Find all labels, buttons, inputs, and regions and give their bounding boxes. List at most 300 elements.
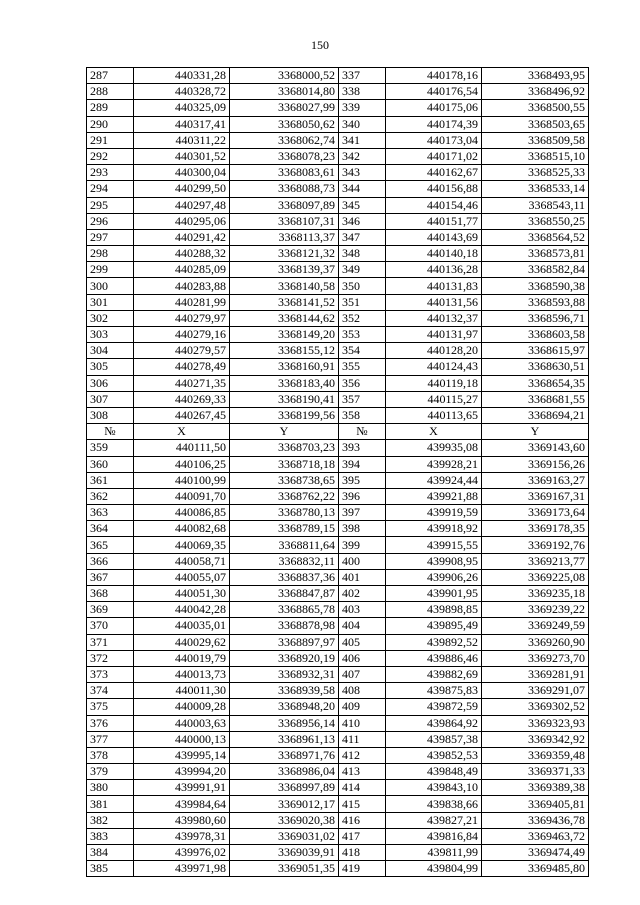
x-coordinate-right: 440151,77 [386, 213, 482, 229]
table-row [87, 861, 589, 877]
y-coordinate-right: 3368543,11 [482, 197, 589, 213]
y-coordinate-left: 3368920,19 [230, 650, 339, 666]
x-coordinate-right: 439895,49 [386, 618, 482, 634]
point-number-left: 364 [87, 521, 134, 537]
point-number-left: 359 [87, 440, 134, 456]
coordinates-header [87, 424, 589, 440]
point-number-right: 418 [339, 845, 386, 861]
point-number-left: 368 [87, 586, 134, 602]
y-coordinate-left: 3368199,56 [230, 407, 339, 423]
y-coordinate-right: 3368630,51 [482, 359, 589, 375]
point-number-left: 297 [87, 229, 134, 245]
x-coordinate-left: 440297,48 [134, 197, 230, 213]
point-number-right: 401 [339, 569, 386, 585]
x-coordinate-right: 439804,99 [386, 861, 482, 877]
point-number-right: 345 [339, 197, 386, 213]
x-coordinate-right: 440131,97 [386, 327, 482, 343]
y-coordinate-left: 3369012,17 [230, 796, 339, 812]
point-number-left: 371 [87, 634, 134, 650]
point-number-right: 343 [339, 165, 386, 181]
point-number-right: 344 [339, 181, 386, 197]
point-number-left: 369 [87, 602, 134, 618]
point-number-left: 305 [87, 359, 134, 375]
x-coordinate-right: 439838,66 [386, 796, 482, 812]
point-number-left: 378 [87, 747, 134, 763]
y-coordinate-left: 3368160,91 [230, 359, 339, 375]
y-coordinate-left: 3368703,23 [230, 440, 339, 456]
x-coordinate-right: 439848,49 [386, 764, 482, 780]
point-number-right: 397 [339, 505, 386, 521]
point-number-right: 408 [339, 683, 386, 699]
y-coordinate-right: 3369474,49 [482, 845, 589, 861]
table-row [87, 845, 589, 861]
table-row [87, 359, 589, 375]
table-row [87, 586, 589, 602]
y-coordinate-left: 3369020,38 [230, 812, 339, 828]
y-coordinate-right: 3369342,92 [482, 731, 589, 747]
y-coordinate-left: 3368961,13 [230, 731, 339, 747]
point-number-right: 394 [339, 456, 386, 472]
x-coordinate-right: 439811,99 [386, 845, 482, 861]
x-coordinate-left: 439980,60 [134, 812, 230, 828]
y-coordinate-right: 3369213,77 [482, 553, 589, 569]
table-row [87, 278, 589, 294]
y-coordinate-left: 3368155,12 [230, 343, 339, 359]
y-coordinate-right: 3369371,33 [482, 764, 589, 780]
point-number-left: 292 [87, 148, 134, 164]
y-coordinate-left: 3368190,41 [230, 391, 339, 407]
x-coordinate-left: 440055,07 [134, 569, 230, 585]
point-number-right: 396 [339, 488, 386, 504]
x-coordinate-right: 439924,44 [386, 472, 482, 488]
y-coordinate-left: 3368027,99 [230, 100, 339, 116]
x-coordinate-right: 440124,43 [386, 359, 482, 375]
x-coordinate-left: 440295,06 [134, 213, 230, 229]
y-coordinate-left: 3368088,73 [230, 181, 339, 197]
x-coordinate-right: 439919,59 [386, 505, 482, 521]
table-row [87, 650, 589, 666]
y-coordinate-right: 3368593,88 [482, 294, 589, 310]
y-coordinate-left: 3368956,14 [230, 715, 339, 731]
table-row [87, 84, 589, 100]
y-coordinate-right: 3369291,07 [482, 683, 589, 699]
x-coordinate-left: 440003,63 [134, 715, 230, 731]
x-coordinate-right: 439843,10 [386, 780, 482, 796]
y-coordinate-left: 3368789,15 [230, 521, 339, 537]
point-number-left: 298 [87, 246, 134, 262]
point-number-right: 339 [339, 100, 386, 116]
table-row [87, 715, 589, 731]
y-coordinate-left: 3368144,62 [230, 310, 339, 326]
point-number-left: 363 [87, 505, 134, 521]
y-coordinate-left: 3368050,62 [230, 116, 339, 132]
x-coordinate-left: 440058,71 [134, 553, 230, 569]
point-number-left: 374 [87, 683, 134, 699]
point-number-right: 398 [339, 521, 386, 537]
y-coordinate-left: 3368113,37 [230, 229, 339, 245]
x-coordinate-right: 439816,84 [386, 828, 482, 844]
y-coordinate-right: 3368515,10 [482, 148, 589, 164]
y-coordinate-right: 3369156,26 [482, 456, 589, 472]
table-row [87, 246, 589, 262]
y-coordinate-left: 3368897,97 [230, 634, 339, 650]
table-row [87, 440, 589, 456]
y-coordinate-right: 3369235,18 [482, 586, 589, 602]
x-coordinate-right: 440171,02 [386, 148, 482, 164]
x-coordinate-right: 440115,27 [386, 391, 482, 407]
y-coordinate-left: 3368762,22 [230, 488, 339, 504]
x-coordinate-left: 440283,88 [134, 278, 230, 294]
point-number-left: 294 [87, 181, 134, 197]
table-row [87, 165, 589, 181]
x-coordinate-right: 439921,88 [386, 488, 482, 504]
y-coordinate-left: 3368140,58 [230, 278, 339, 294]
x-coordinate-left: 440301,52 [134, 148, 230, 164]
table-row [87, 521, 589, 537]
point-number-right: 407 [339, 666, 386, 682]
y-coordinate-right: 3368496,92 [482, 84, 589, 100]
point-number-right: 395 [339, 472, 386, 488]
y-coordinate-left: 3368097,89 [230, 197, 339, 213]
x-coordinate-left: 440100,99 [134, 472, 230, 488]
x-coordinate-right: 440156,88 [386, 181, 482, 197]
table-row [87, 812, 589, 828]
table-row [87, 100, 589, 116]
point-number-right: 405 [339, 634, 386, 650]
table-row [87, 796, 589, 812]
y-coordinate-right: 3369173,64 [482, 505, 589, 521]
x-coordinate-left: 440009,28 [134, 699, 230, 715]
point-number-right: 400 [339, 553, 386, 569]
table-row [87, 213, 589, 229]
y-coordinate-right: 3369239,22 [482, 602, 589, 618]
y-coordinate-left: 3368149,20 [230, 327, 339, 343]
table-row [87, 553, 589, 569]
point-number-left: 296 [87, 213, 134, 229]
point-number-right: 351 [339, 294, 386, 310]
x-coordinate-left: 440086,85 [134, 505, 230, 521]
table-row [87, 747, 589, 763]
x-coordinate-right: 440162,67 [386, 165, 482, 181]
table-row [87, 197, 589, 213]
table-row [87, 731, 589, 747]
table-row [87, 310, 589, 326]
table-row [87, 407, 589, 423]
point-number-right: 414 [339, 780, 386, 796]
y-coordinate-left: 3368014,80 [230, 84, 339, 100]
y-coordinate-left: 3368062,74 [230, 132, 339, 148]
point-number-left: 293 [87, 165, 134, 181]
x-coordinate-left: 440051,30 [134, 586, 230, 602]
x-coordinate-left: 440299,50 [134, 181, 230, 197]
table-row [87, 780, 589, 796]
point-number-left: 295 [87, 197, 134, 213]
table-row [87, 828, 589, 844]
table-row [87, 262, 589, 278]
x-coordinate-right: 439906,26 [386, 569, 482, 585]
point-number-right: 403 [339, 602, 386, 618]
x-coordinate-right: 440143,69 [386, 229, 482, 245]
point-number-right: 338 [339, 84, 386, 100]
point-number-right: 348 [339, 246, 386, 262]
y-coordinate-right: 3368500,55 [482, 100, 589, 116]
x-coordinate-right: 440128,20 [386, 343, 482, 359]
table-row [87, 116, 589, 132]
y-coordinate-right: 3369163,27 [482, 472, 589, 488]
y-coordinate-left: 3369031,02 [230, 828, 339, 844]
header-y-left: Y [230, 424, 339, 440]
point-number-right: 346 [339, 213, 386, 229]
table-row [87, 181, 589, 197]
point-number-left: 308 [87, 407, 134, 423]
x-coordinate-left: 440000,13 [134, 731, 230, 747]
x-coordinate-right: 440154,46 [386, 197, 482, 213]
point-number-right: 347 [339, 229, 386, 245]
point-number-right: 399 [339, 537, 386, 553]
x-coordinate-left: 440278,49 [134, 359, 230, 375]
point-number-right: 404 [339, 618, 386, 634]
y-coordinate-right: 3369143,60 [482, 440, 589, 456]
x-coordinate-left: 440279,57 [134, 343, 230, 359]
x-coordinate-right: 440132,37 [386, 310, 482, 326]
y-coordinate-left: 3368986,04 [230, 764, 339, 780]
y-coordinate-right: 3368582,84 [482, 262, 589, 278]
point-number-left: 375 [87, 699, 134, 715]
x-coordinate-right: 440175,06 [386, 100, 482, 116]
y-coordinate-right: 3368654,35 [482, 375, 589, 391]
point-number-left: 383 [87, 828, 134, 844]
table-row [87, 472, 589, 488]
y-coordinate-left: 3368121,32 [230, 246, 339, 262]
y-coordinate-right: 3369485,80 [482, 861, 589, 877]
point-number-left: 380 [87, 780, 134, 796]
point-number-right: 353 [339, 327, 386, 343]
y-coordinate-right: 3368596,71 [482, 310, 589, 326]
y-coordinate-right: 3368615,97 [482, 343, 589, 359]
x-coordinate-left: 439976,02 [134, 845, 230, 861]
header-num-right: № [339, 424, 386, 440]
point-number-right: 402 [339, 586, 386, 602]
y-coordinate-right: 3368550,25 [482, 213, 589, 229]
y-coordinate-left: 3368878,98 [230, 618, 339, 634]
x-coordinate-left: 440042,28 [134, 602, 230, 618]
point-number-left: 362 [87, 488, 134, 504]
point-number-left: 289 [87, 100, 134, 116]
x-coordinate-left: 440317,41 [134, 116, 230, 132]
y-coordinate-left: 3369051,35 [230, 861, 339, 877]
point-number-right: 341 [339, 132, 386, 148]
x-coordinate-left: 440285,09 [134, 262, 230, 278]
table-row [87, 456, 589, 472]
y-coordinate-left: 3368939,58 [230, 683, 339, 699]
x-coordinate-right: 439864,92 [386, 715, 482, 731]
x-coordinate-left: 440082,68 [134, 521, 230, 537]
x-coordinate-left: 440288,32 [134, 246, 230, 262]
point-number-right: 350 [339, 278, 386, 294]
table-row [87, 683, 589, 699]
point-number-left: 290 [87, 116, 134, 132]
x-coordinate-right: 439852,53 [386, 747, 482, 763]
x-coordinate-right: 439901,95 [386, 586, 482, 602]
table-row [87, 634, 589, 650]
x-coordinate-left: 439995,14 [134, 747, 230, 763]
point-number-right: 419 [339, 861, 386, 877]
y-coordinate-right: 3369249,59 [482, 618, 589, 634]
x-coordinate-right: 439882,69 [386, 666, 482, 682]
y-coordinate-left: 3368183,40 [230, 375, 339, 391]
point-number-left: 301 [87, 294, 134, 310]
x-coordinate-right: 439857,38 [386, 731, 482, 747]
y-coordinate-right: 3369389,38 [482, 780, 589, 796]
point-number-left: 381 [87, 796, 134, 812]
x-coordinate-right: 440119,18 [386, 375, 482, 391]
y-coordinate-right: 3369281,91 [482, 666, 589, 682]
table-row [87, 391, 589, 407]
x-coordinate-right: 439872,59 [386, 699, 482, 715]
x-coordinate-right: 439935,08 [386, 440, 482, 456]
y-coordinate-left: 3369039,91 [230, 845, 339, 861]
y-coordinate-left: 3368000,52 [230, 68, 339, 84]
point-number-left: 291 [87, 132, 134, 148]
y-coordinate-right: 3368603,58 [482, 327, 589, 343]
point-number-right: 342 [339, 148, 386, 164]
point-number-right: 349 [339, 262, 386, 278]
y-coordinate-right: 3369323,93 [482, 715, 589, 731]
x-coordinate-right: 440136,28 [386, 262, 482, 278]
x-coordinate-right: 440131,56 [386, 294, 482, 310]
y-coordinate-right: 3369405,81 [482, 796, 589, 812]
y-coordinate-right: 3369302,52 [482, 699, 589, 715]
table-row [87, 505, 589, 521]
y-coordinate-right: 3369192,76 [482, 537, 589, 553]
x-coordinate-left: 440267,45 [134, 407, 230, 423]
table-row [87, 375, 589, 391]
x-coordinate-right: 439886,46 [386, 650, 482, 666]
x-coordinate-left: 440271,35 [134, 375, 230, 391]
table-row [87, 68, 589, 84]
x-coordinate-left: 440300,04 [134, 165, 230, 181]
table-row [87, 488, 589, 504]
point-number-right: 413 [339, 764, 386, 780]
point-number-left: 287 [87, 68, 134, 84]
y-coordinate-right: 3368590,38 [482, 278, 589, 294]
x-coordinate-right: 439928,21 [386, 456, 482, 472]
point-number-right: 412 [339, 747, 386, 763]
table-row [87, 343, 589, 359]
y-coordinate-right: 3368525,33 [482, 165, 589, 181]
y-coordinate-left: 3368738,65 [230, 472, 339, 488]
x-coordinate-left: 439978,31 [134, 828, 230, 844]
y-coordinate-right: 3368681,55 [482, 391, 589, 407]
point-number-left: 299 [87, 262, 134, 278]
y-coordinate-left: 3368837,36 [230, 569, 339, 585]
header-x-right: X [386, 424, 482, 440]
x-coordinate-left: 440013,73 [134, 666, 230, 682]
point-number-left: 372 [87, 650, 134, 666]
table-row [87, 666, 589, 682]
y-coordinate-right: 3368573,81 [482, 246, 589, 262]
y-coordinate-right: 3369178,35 [482, 521, 589, 537]
point-number-left: 377 [87, 731, 134, 747]
x-coordinate-right: 440173,04 [386, 132, 482, 148]
table-row [87, 148, 589, 164]
point-number-left: 306 [87, 375, 134, 391]
page-number: 150 [311, 38, 329, 52]
y-coordinate-right: 3368493,95 [482, 68, 589, 84]
point-number-left: 376 [87, 715, 134, 731]
point-number-right: 406 [339, 650, 386, 666]
x-coordinate-right: 439918,92 [386, 521, 482, 537]
point-number-right: 337 [339, 68, 386, 84]
y-coordinate-right: 3369463,72 [482, 828, 589, 844]
y-coordinate-left: 3368780,13 [230, 505, 339, 521]
point-number-right: 340 [339, 116, 386, 132]
point-number-right: 356 [339, 375, 386, 391]
table-row [87, 699, 589, 715]
x-coordinate-left: 440035,01 [134, 618, 230, 634]
point-number-right: 393 [339, 440, 386, 456]
y-coordinate-right: 3369273,70 [482, 650, 589, 666]
y-coordinate-right: 3369260,90 [482, 634, 589, 650]
point-number-right: 415 [339, 796, 386, 812]
point-number-left: 384 [87, 845, 134, 861]
coordinates-table [86, 67, 589, 877]
x-coordinate-right: 439875,83 [386, 683, 482, 699]
x-coordinate-left: 440311,22 [134, 132, 230, 148]
header-x-left: X [134, 424, 230, 440]
coordinates-block-1 [87, 68, 589, 424]
point-number-right: 411 [339, 731, 386, 747]
y-coordinate-left: 3368865,78 [230, 602, 339, 618]
y-coordinate-right: 3369225,08 [482, 569, 589, 585]
x-coordinate-left: 440069,35 [134, 537, 230, 553]
coordinates-block-2 [87, 440, 589, 877]
point-number-left: 367 [87, 569, 134, 585]
table-row [87, 569, 589, 585]
x-coordinate-right: 440113,65 [386, 407, 482, 423]
point-number-left: 365 [87, 537, 134, 553]
x-coordinate-left: 440331,28 [134, 68, 230, 84]
x-coordinate-left: 440291,42 [134, 229, 230, 245]
y-coordinate-left: 3368811,64 [230, 537, 339, 553]
table-row [87, 327, 589, 343]
x-coordinate-left: 440111,50 [134, 440, 230, 456]
table-row [87, 229, 589, 245]
x-coordinate-left: 440029,62 [134, 634, 230, 650]
table-row [87, 294, 589, 310]
y-coordinate-left: 3368718,18 [230, 456, 339, 472]
y-coordinate-left: 3368141,52 [230, 294, 339, 310]
x-coordinate-right: 439915,55 [386, 537, 482, 553]
y-coordinate-left: 3368932,31 [230, 666, 339, 682]
header-num-left: № [87, 424, 134, 440]
table-row [87, 764, 589, 780]
x-coordinate-left: 440019,79 [134, 650, 230, 666]
y-coordinate-right: 3368564,52 [482, 229, 589, 245]
y-coordinate-left: 3368847,87 [230, 586, 339, 602]
x-coordinate-left: 439984,64 [134, 796, 230, 812]
y-coordinate-right: 3369436,78 [482, 812, 589, 828]
y-coordinate-right: 3369359,48 [482, 747, 589, 763]
point-number-right: 352 [339, 310, 386, 326]
point-number-right: 357 [339, 391, 386, 407]
x-coordinate-right: 440178,16 [386, 68, 482, 84]
y-coordinate-left: 3368078,23 [230, 148, 339, 164]
point-number-right: 416 [339, 812, 386, 828]
point-number-left: 303 [87, 327, 134, 343]
point-number-right: 358 [339, 407, 386, 423]
x-coordinate-left: 440279,16 [134, 327, 230, 343]
